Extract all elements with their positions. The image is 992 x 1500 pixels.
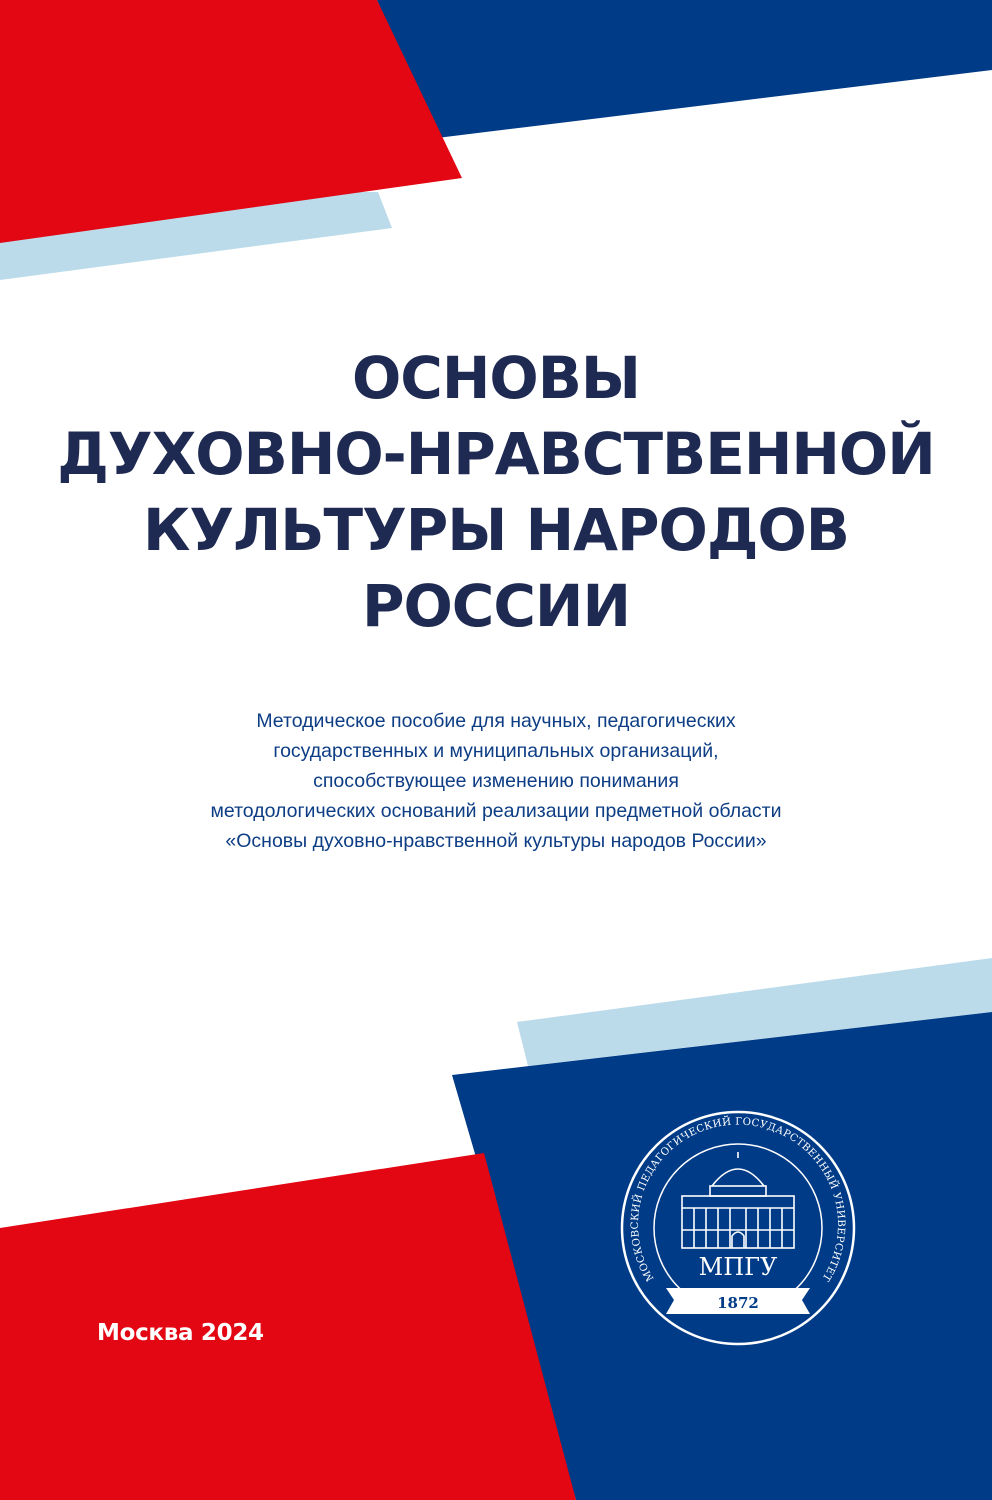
title-line: ДУХОВНО-НРАВСТВЕННОЙ <box>57 420 935 488</box>
title-line: ОСНОВЫ <box>351 344 641 412</box>
title-line: КУЛЬТУРЫ НАРОДОВ <box>143 496 849 564</box>
top-navy-shape <box>377 0 992 138</box>
bottom-red-shape <box>0 1153 576 1500</box>
subtitle-line: государственных и муниципальных организаций, <box>273 740 719 762</box>
subtitle-line: «Основы духовно-нравственной культуры народов России» <box>225 830 767 852</box>
city-year: Москва 2024 <box>97 1320 264 1346</box>
title-line: РОССИИ <box>361 572 631 640</box>
top-red-shape <box>0 0 462 243</box>
book-subtitle <box>120 706 872 856</box>
mpgu-emblem <box>618 1108 858 1348</box>
university-building-icon <box>682 1152 794 1248</box>
emblem-year: 1872 <box>717 1294 759 1312</box>
subtitle-line: методологических оснований реализации предметной области <box>210 800 782 822</box>
subtitle-line: Методическое пособие для научных, педагогических <box>256 710 736 732</box>
book-title <box>40 340 952 644</box>
emblem-ring-text: МОСКОВСКИЙ ПЕДАГОГИЧЕСКИЙ ГОСУДАРСТВЕННЫЙ УНИВЕРСИТЕТ <box>629 1116 847 1283</box>
subtitle-line: способствующее изменению понимания <box>313 770 679 792</box>
emblem-abbreviation: МПГУ <box>698 1253 778 1281</box>
